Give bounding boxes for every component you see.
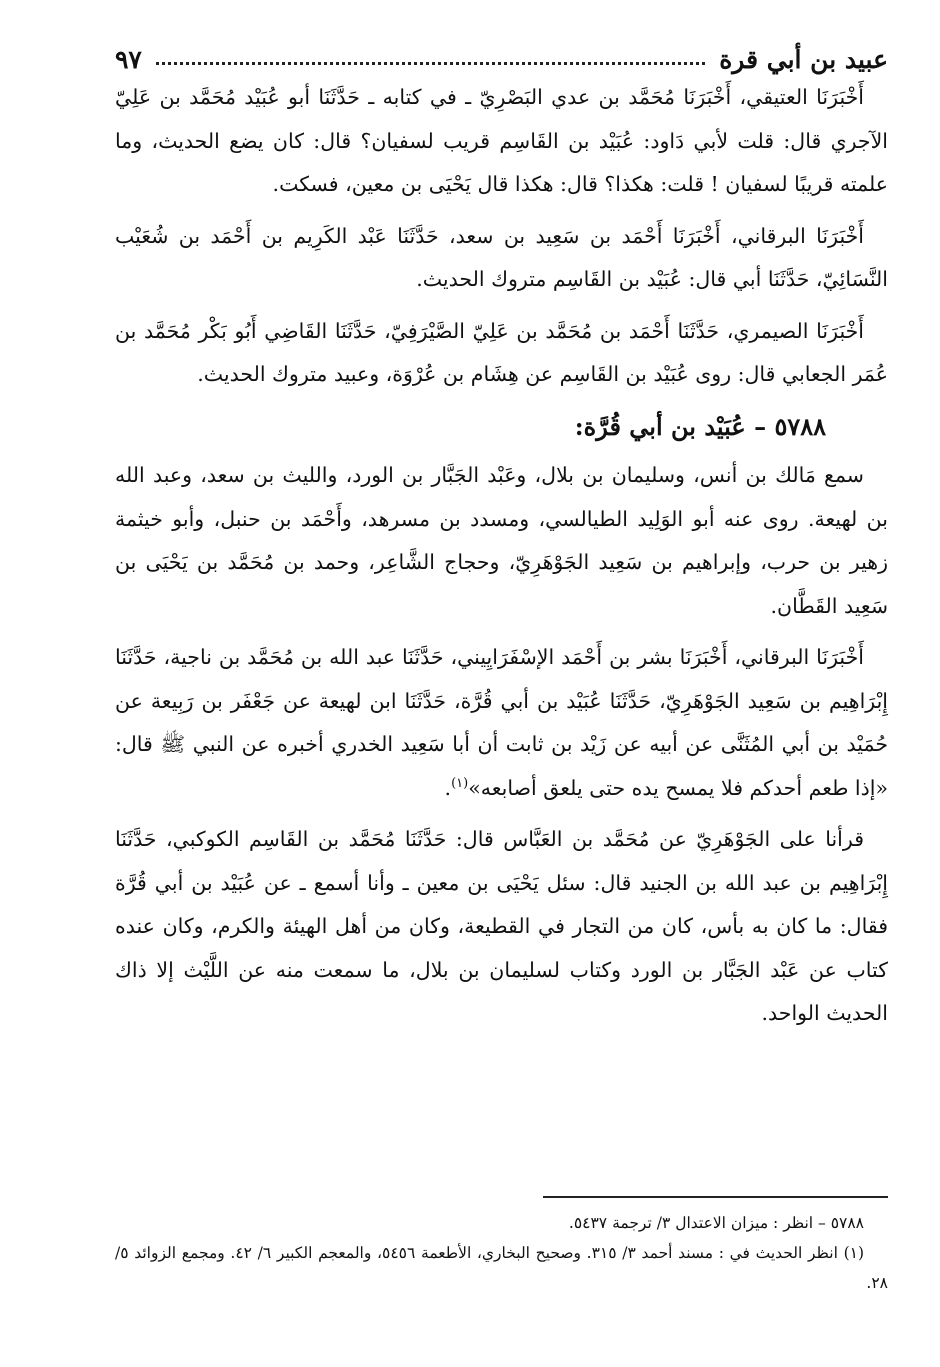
paragraph-3: أَخْبَرَنَا الصيمري، حَدَّثَنَا أَحْمَد بن مُحَمَّد بن عَلِيّ الصَّيْرَفِيّ، حَدَّثَنَا القَاضِي أَبُو بَكْر مُحَمَّد بن عُمَر الجعابي قال: روى عُبَيْد بن القَاسِم عن هِشَام بن عُرْوَة، وعبيد متروك الحديث. <box>115 318 888 386</box>
main-text <box>115 76 888 1044</box>
hadith-end: . <box>444 775 452 800</box>
entry-paragraph: سمع مَالك بن أنس، وسليمان بن بلال، وعَبْد الجَبَّار بن الورد، والليث بن سعد، وعبد الله بن لهيعة. روى عنه أبو الوَلِيد الطيالسي، ومسدد بن مسرهد، وأَحْمَد بن حنبل، وأبو خيثمة زهير بن حرب، وإبراهيم بن سَعِيد الجَوْهَرِيّ، وحجاج الشَّاعِر، وحمد بن مُحَمَّد بن يَحْيَى بن سَعِيد القَطَّان. <box>115 463 888 618</box>
header-leader-dots <box>156 62 705 65</box>
closing-paragraph: قرأنا على الجَوْهَرِيّ عن مُحَمَّد بن العَبَّاس قال: حَدَّثَنَا مُحَمَّد بن القَاسِم الكوكبي، حَدَّثَنَا إِبْرَاهِيم بن عبد الله بن الجنيد قال: سئل يَحْيَى بن معين ـ وأنا أسمع ـ عن عُبَيْد بن أبي قُرَّة فقال: ما كان به بأس، كان من التجار في القطيعة، وكان من أهل الهيئة والكرم، وكان عنده كتاب عن عَبْد الجَبَّار بن الورد وكتاب لسليمان بن بلال، ما سمعت منه عن اللَّيْث إلا ذاك الحديث الواحد. <box>115 827 888 1025</box>
hadith-text: أَخْبَرَنَا البرقاني، أَخْبَرَنَا بشر بن أَحْمَد الإسْفَرَايِيني، حَدَّثَنَا عبد الله بن مُحَمَّد بن ناجية، حَدَّثَنَا إِبْرَاهِيم بن سَعِيد الجَوْهَرِيّ، حَدَّثَنَا عُبَيْد بن أبي قُرَّة، حَدَّثَنَا ابن لهيعة عن جَعْفَر بن رَبِيعة عن حُمَيْد بن أبي المُثَنَّى عن أبيه عن زَيْد بن ثابت أن أبا سَعِيد الخدري أخبره عن النبي ﷺ قال: «إذا طعم أحدكم فلا يمسح يده حتى يلعق أصابعه» <box>115 645 888 800</box>
running-header <box>115 34 888 74</box>
paragraph-2: أَخْبَرَنَا البرقاني، أَخْبَرَنَا أَحْمَد بن سَعِيد بن سعد، حَدَّثَنَا عَبْد الكَرِيم بن أَحْمَد بن شُعَيْب النَّسَائِيّ، حَدَّثَنَا أبي قال: عُبَيْد بن القَاسِم متروك الحديث. <box>115 223 888 291</box>
header-title: عبيد بن أبي قرة <box>719 45 888 74</box>
page-number: ٩٧ <box>115 45 142 74</box>
entry-heading: ٥٧٨٨ – عُبَيْد بن أبي قُرَّة: <box>574 411 826 441</box>
footnote-entry-ref: ٥٧٨٨ – انظر : ميزان الاعتدال ٣/ ترجمة ٥٤٣٧. <box>568 1214 864 1232</box>
footnotes <box>115 1208 888 1298</box>
footnote-divider <box>543 1196 888 1198</box>
footnote-1: (١) انظر الحديث في : مسند أحمد ٣/ ٣١٥. وصحيح البخاري، الأطعمة ٥٤٥٦، والمعجم الكبير ٦/ ٤٢. ومجمع الزوائد ٥/ ٢٨. <box>115 1244 888 1292</box>
paragraph-1: أَخْبَرَنَا العتيقي، أَخْبَرَنَا مُحَمَّد بن عدي البَصْرِيّ ـ في كتابه ـ حَدَّثَنَا أبو عُبَيْد مُحَمَّد بن عَلِيّ الآجري قال: قلت لأبي دَاود: عُبَيْد بن القَاسِم قريب لسفيان؟ قال: كان يضع الحديث، وما علمته قريبًا لسفيان ! قلت: هكذا؟ قال: هكذا قال يَحْيَى بن معين، فسكت. <box>115 85 888 196</box>
footnote-reference[interactable]: (١) <box>451 775 469 791</box>
hadith-paragraph <box>115 636 888 810</box>
